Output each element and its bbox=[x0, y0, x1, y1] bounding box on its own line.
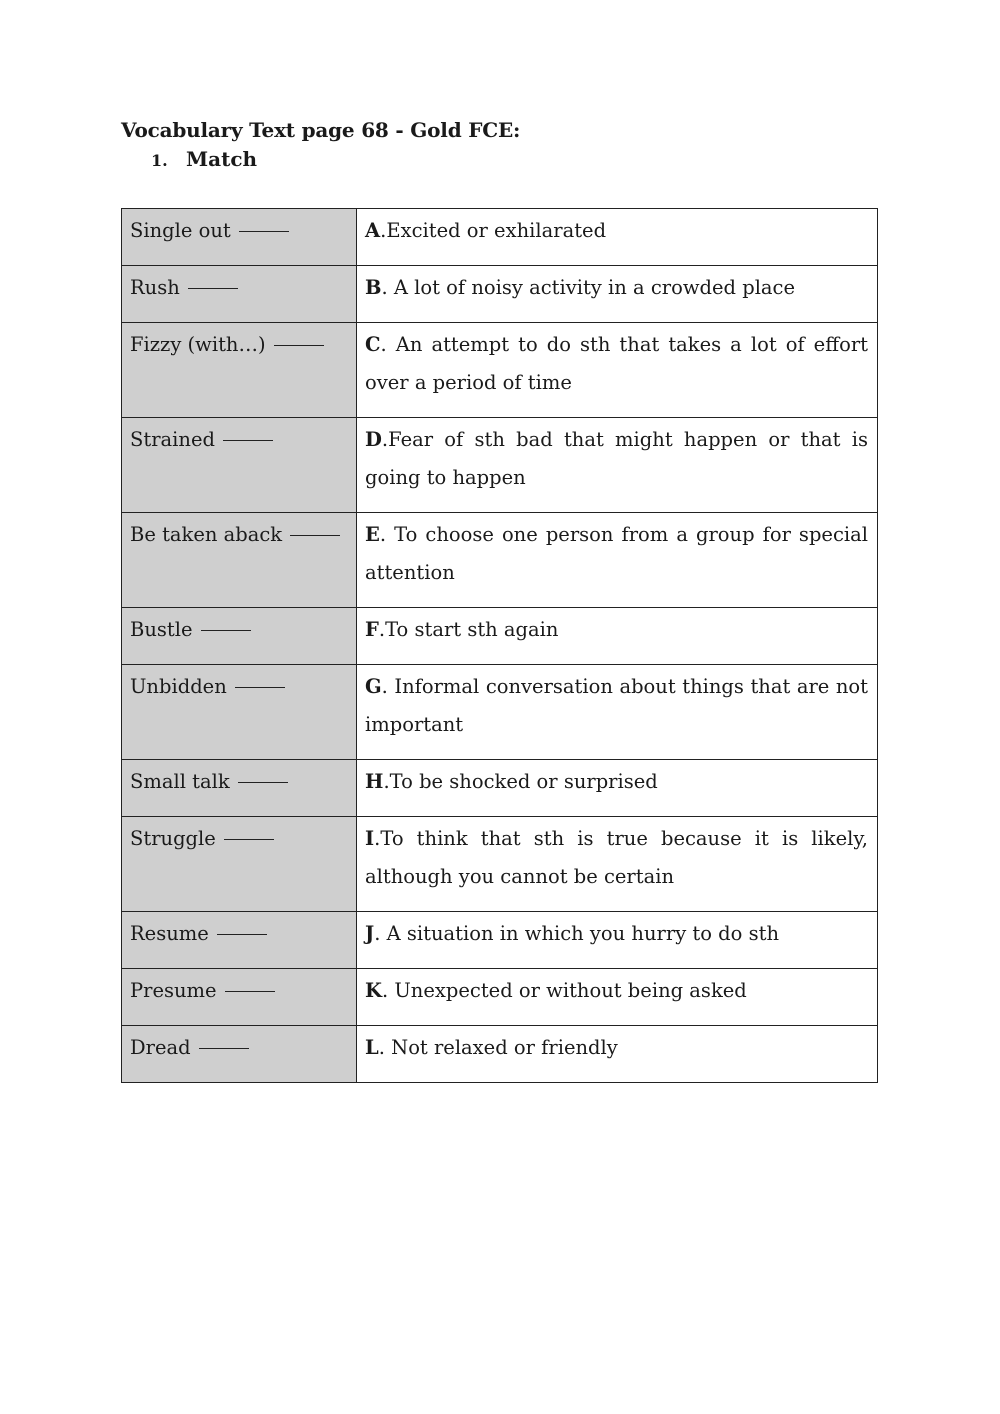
vocab-word: Bustle bbox=[130, 618, 193, 641]
word-cell bbox=[122, 665, 357, 760]
definition-cell bbox=[357, 266, 878, 323]
table-row bbox=[122, 608, 878, 665]
definition-cell bbox=[357, 817, 878, 912]
letter-separator: . bbox=[383, 770, 390, 793]
definition-letter: H bbox=[365, 770, 384, 793]
definition-letter: L bbox=[365, 1036, 379, 1059]
vocab-word: Dread bbox=[130, 1036, 191, 1059]
table-row bbox=[122, 912, 878, 969]
table-row bbox=[122, 969, 878, 1026]
table-row bbox=[122, 209, 878, 266]
definition-cell bbox=[357, 760, 878, 817]
letter-separator: . bbox=[374, 827, 381, 850]
letter-separator: . bbox=[374, 922, 387, 945]
definition-letter: K bbox=[365, 979, 382, 1002]
vocab-word: Single out bbox=[130, 219, 231, 242]
word-cell bbox=[122, 912, 357, 969]
answer-blank[interactable] bbox=[224, 838, 274, 840]
table-row bbox=[122, 817, 878, 912]
word-cell bbox=[122, 1026, 357, 1083]
table-row bbox=[122, 266, 878, 323]
answer-blank[interactable] bbox=[217, 933, 267, 935]
vocab-word: Rush bbox=[130, 276, 180, 299]
answer-blank[interactable] bbox=[274, 344, 324, 346]
definition-text: Fear of sth bad that might happen or that is going to happen bbox=[365, 428, 868, 489]
word-cell bbox=[122, 266, 357, 323]
answer-blank[interactable] bbox=[199, 1047, 249, 1049]
definition-cell bbox=[357, 608, 878, 665]
letter-separator: . bbox=[378, 618, 386, 641]
definition-text: A lot of noisy activity in a crowded place bbox=[393, 276, 796, 299]
vocab-word: Small talk bbox=[130, 770, 230, 793]
definition-cell bbox=[357, 665, 878, 760]
word-cell bbox=[122, 817, 357, 912]
vocab-word: Resume bbox=[130, 922, 209, 945]
definition-text: Unexpected or without being asked bbox=[394, 979, 747, 1002]
table-row bbox=[122, 323, 878, 418]
matching-table bbox=[121, 208, 878, 1083]
definition-text: An attempt to do sth that takes a lot of effort over a period of time bbox=[365, 333, 868, 394]
definition-cell bbox=[357, 323, 878, 418]
definition-text: Excited or exhilarated bbox=[386, 219, 607, 242]
letter-separator: . bbox=[380, 333, 396, 356]
vocab-word: Be taken aback bbox=[130, 523, 283, 546]
letter-separator: . bbox=[380, 219, 387, 242]
answer-blank[interactable] bbox=[201, 629, 251, 631]
exercise-heading bbox=[151, 147, 257, 171]
word-cell bbox=[122, 513, 357, 608]
definition-letter: J bbox=[365, 922, 375, 945]
definition-text: To choose one person from a group for special attention bbox=[365, 523, 868, 584]
definition-text: To think that sth is true because it is likely, although you cannot be certain bbox=[365, 827, 868, 888]
answer-blank[interactable] bbox=[225, 990, 275, 992]
definition-cell bbox=[357, 418, 878, 513]
answer-blank[interactable] bbox=[238, 781, 288, 783]
answer-blank[interactable] bbox=[223, 439, 273, 441]
definition-letter: E bbox=[365, 523, 380, 546]
table-row bbox=[122, 665, 878, 760]
word-cell bbox=[122, 608, 357, 665]
vocab-word: Struggle bbox=[130, 827, 216, 850]
letter-separator: . bbox=[381, 428, 389, 451]
definition-cell bbox=[357, 912, 878, 969]
exercise-number: 1. bbox=[151, 151, 168, 170]
answer-blank[interactable] bbox=[239, 230, 289, 232]
definition-letter: I bbox=[365, 827, 375, 850]
definition-text: Not relaxed or friendly bbox=[391, 1036, 618, 1059]
answer-blank[interactable] bbox=[290, 534, 340, 536]
table-row bbox=[122, 418, 878, 513]
letter-separator: . bbox=[379, 523, 395, 546]
definition-letter: A bbox=[365, 219, 381, 242]
vocab-word: Strained bbox=[130, 428, 215, 451]
exercise-title: Match bbox=[186, 147, 258, 171]
definition-letter: D bbox=[365, 428, 382, 451]
table-row bbox=[122, 1026, 878, 1083]
letter-separator: . bbox=[381, 276, 394, 299]
vocab-word: Unbidden bbox=[130, 675, 227, 698]
definition-text: A situation in which you hurry to do sth bbox=[386, 922, 780, 945]
definition-cell bbox=[357, 969, 878, 1026]
definition-text: To start sth again bbox=[385, 618, 559, 641]
letter-separator: . bbox=[381, 675, 395, 698]
definition-cell bbox=[357, 209, 878, 266]
table-row bbox=[122, 513, 878, 608]
letter-separator: . bbox=[378, 1036, 392, 1059]
answer-blank[interactable] bbox=[188, 287, 238, 289]
definition-letter: C bbox=[365, 333, 381, 356]
word-cell bbox=[122, 418, 357, 513]
definition-cell bbox=[357, 1026, 878, 1083]
answer-blank[interactable] bbox=[235, 686, 285, 688]
definition-letter: G bbox=[365, 675, 382, 698]
table-row bbox=[122, 760, 878, 817]
definition-letter: B bbox=[365, 276, 382, 299]
word-cell bbox=[122, 969, 357, 1026]
definition-letter: F bbox=[365, 618, 379, 641]
document-title: Vocabulary Text page 68 - Gold FCE: bbox=[121, 118, 521, 142]
vocab-word: Fizzy (with…) bbox=[130, 333, 266, 356]
word-cell bbox=[122, 209, 357, 266]
vocab-word: Presume bbox=[130, 979, 217, 1002]
word-cell bbox=[122, 760, 357, 817]
definition-text: To be shocked or surprised bbox=[389, 770, 658, 793]
definition-cell bbox=[357, 513, 878, 608]
letter-separator: . bbox=[381, 979, 395, 1002]
word-cell bbox=[122, 323, 357, 418]
definition-text: Informal conversation about things that are not important bbox=[365, 675, 868, 736]
